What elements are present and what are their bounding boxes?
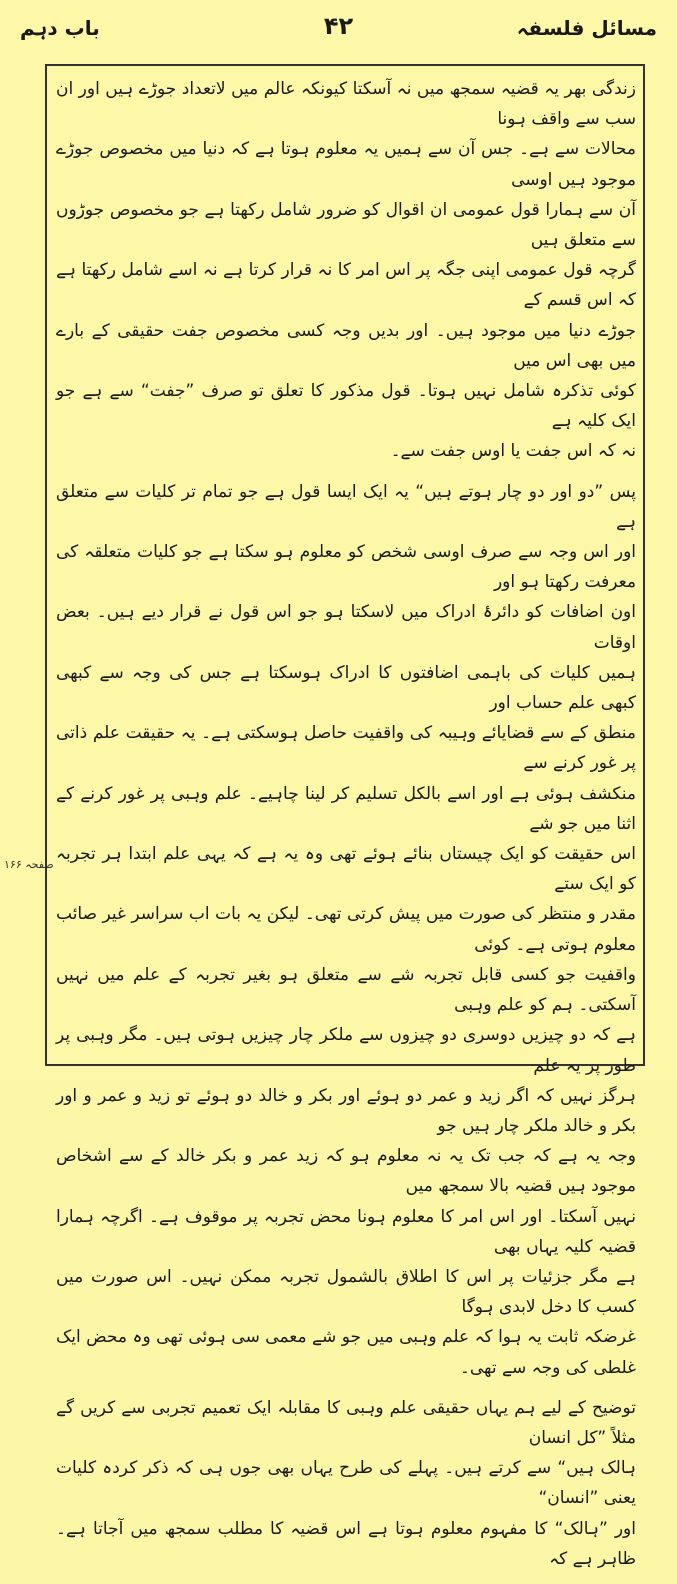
book-title: مسائل فلسفہ xyxy=(516,16,657,40)
paragraph-1: زندگی بھر یہ قضیہ سمجھ میں نہ آسکتا کیونکہ عالم میں لاتعداد جوڑے ہیں اور ان سب سے واقف ہونا محالات سے ہے۔ جس آن سے ہمیں یہ معلوم ہوتا ہے کہ دنیا میں مخصوص جوڑے موجود ہیں اوسی آن سے ہمارا قول عمومی ان اقوال کو ضرور شامل رکھتا ہے جو مخصوص جوڑوں سے متعلق ہیں گرچہ قول عمومی اپنی جگہ پر اس امر کا نہ قرار کرتا ہے نہ اسے شامل رکھتا ہے کہ اس قسم کے جوڑے دنیا میں موجود ہیں۔ اور بدیں وجہ کسی مخصوص جفت حقیقی کے بارے میں بھی اس میں کوئی تذکرہ شامل نہیں ہوتا۔ قول مذکور کا تعلق تو صرف ”جفت“ سے ہے جو ایک کلیہ ہے نہ کہ اس جفت یا اوس جفت سے۔ xyxy=(56,79,636,462)
paragraph-3: توضیح کے لیے ہم یہاں حقیقی علم وہبی کا مقابلہ ایک تعمیم تجربی سے کریں گے مثلاً ”کل انسان ہالک ہیں“ سے کرتے ہیں۔ پہلے کی طرح یہاں بھی جوں ہی کہ ذکر کردہ کلیات یعنی ”انسان“ اور ”ہالک“ کا مفہوم معلوم ہوتا ہے اس قضیہ کا مطلب سمجھ میں آجاتا ہے۔ ظاہر ہے کہ xyxy=(56,1397,636,1569)
page-header xyxy=(20,12,657,56)
page-body xyxy=(56,74,636,1584)
margin-note: صفحہ ۱۶۶ xyxy=(4,858,54,871)
paragraph-2: پس ”دو اور دو چار ہوتے ہیں“ یہ ایک ایسا قول ہے جو تمام تر کلیات سے متعلق ہے اور اس وجہ سے صرف اوسی شخص کو معلوم ہو سکتا ہے جو کلیات متعلقہ کی معرفت رکھتا ہو اور اون اضافات کو دائرۂ ادراک میں لاسکتا ہو جو اس قول نے قرار دیے ہیں۔ بعض اوقات ہمیں کلیات کی باہمی اضافتوں کا ادراک ہوسکتا ہے جس کی وجہ سے کبھی کبھی علم حساب اور منطق کے سے قضایائے وہیبہ کی واقفیت حاصل ہوسکتی ہے۔ یہ حقیقت علم ذاتی پر غور کرنے سے منکشف ہوئی ہے اور اسے بالکل تسلیم کر لینا چاہیے۔ علم وہبی پر غور کرنے کے اثنا میں جو شے اس حقیقت کو ایک چیستاں بنائے ہوئے تھی وہ یہ ہے کہ یہی علم ابتدا ہر تجربہ کو ایک ستے مقدر و منتظر کی صورت میں پیش کرتی تھی۔ لیکن یہ بات اب سراسر غیر صائب معلوم ہوتی ہے۔ کوئی واقفیت جو کسی قابل تجربہ شے سے متعلق ہو بغیر تجربہ کے علم میں نہیں آسکتی۔ ہم کو علم وہبی ہے کہ دو چیزیں دوسری دو چیزوں سے ملکر چار چیزیں ہوتی ہیں۔ مگر وہبی پر طور پر یہ علم ہرگز نہیں کہ اگر زید و عمر دو ہوئے اور بکر و خالد دو ہوئے تو زید و عمر و اور بکر و خالد ملکر چار ہیں جو وجہ یہ ہے کہ جب تک یہ نہ معلوم ہو کہ زید عمر و بکر خالد کے سے اشخاص موجود ہیں قضیہ بالا سمجھ میں نہیں آسکتا۔ اور اس امر کا معلوم ہونا محض تجربہ پر موقوف ہے۔ اگرچہ ہمارا قضیہ کلیہ یہاں بھی ہے مگر جزئیات پر اس کا اطلاق بالشمول تجربہ ممکن نہیں۔ اس صورت میں کسب کا دخل لابدی ہوگا غرضکہ ثابت یہ ہوا کہ علم وہبی میں جو شے معمی سی ہوئی تھی وہ محض ایک غلطی کی وجہ سے تھی۔ xyxy=(56,481,636,1378)
chapter-heading: باب دہم xyxy=(20,16,100,40)
page-number: ۴۲ xyxy=(323,12,354,40)
